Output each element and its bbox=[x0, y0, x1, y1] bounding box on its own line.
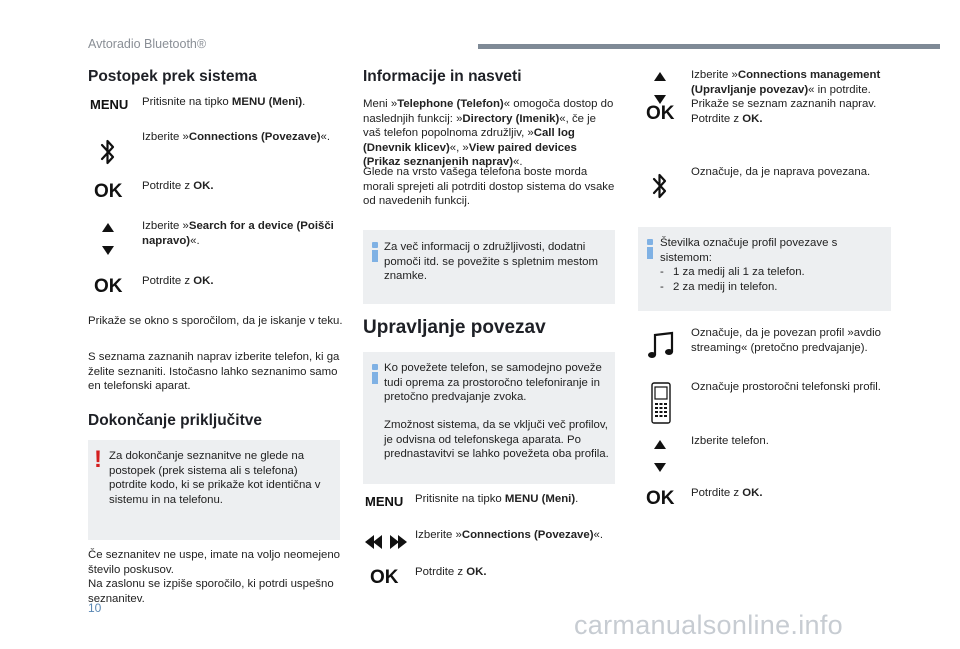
arrows-left-right-icon bbox=[364, 533, 408, 551]
middle-step-1-bold: MENU (Meni) bbox=[504, 493, 576, 505]
right-step-6-pre: Potrdite z bbox=[691, 487, 743, 499]
info-item-2-text: 2 za medij in telefon. bbox=[673, 280, 778, 293]
right-step-6-bold: OK. bbox=[742, 487, 763, 499]
intro-bold-4: View paired devices (Prikaz seznanjenih naprav) bbox=[363, 141, 577, 169]
menu-symbol: MENU bbox=[90, 97, 129, 112]
left-step-2-pre: Izberite » bbox=[142, 131, 189, 143]
arrows-up-down-icon bbox=[650, 438, 670, 474]
left-step-2-post: «. bbox=[320, 131, 331, 143]
left-para-4: Na zaslonu se izpiše sporočilo, ki potrdi uspešno seznanitev. bbox=[88, 578, 334, 605]
left-step-5-bold: OK. bbox=[193, 275, 214, 287]
middle-step-3-pre: Potrdite z bbox=[415, 566, 467, 578]
intro-pre: Meni » bbox=[363, 98, 398, 110]
middle-step-1-pre: Pritisnite na tipko bbox=[415, 493, 505, 505]
left-step-1-post: . bbox=[302, 96, 306, 108]
info-box-1-text: Za več informacij o združljivosti, dodatni pomoči itd. se povežite s spletnim mestom znamke. bbox=[384, 241, 598, 283]
info-icon bbox=[369, 364, 383, 384]
bluetooth-icon bbox=[652, 170, 668, 202]
intro-bold-1: Telephone (Telefon) bbox=[397, 98, 504, 110]
header-title: Avtoradio Bluetooth® bbox=[88, 37, 207, 51]
arrows-up-down-icon bbox=[98, 221, 118, 257]
page-number: 10 bbox=[88, 601, 102, 615]
music-note-icon bbox=[645, 330, 677, 360]
right-step-5: Izberite telefon. bbox=[691, 435, 769, 447]
intro-mid-1: « omogoča dostop do naslednjih funkcij: » bbox=[363, 98, 614, 125]
left-heading-2: Dokončanje priključitve bbox=[88, 412, 262, 429]
right-step-1-line2-bold: OK. bbox=[742, 112, 763, 125]
left-step-1-pre: Pritisnite na tipko bbox=[142, 96, 232, 108]
intro-mid-3: «, » bbox=[449, 141, 469, 154]
info-item-2 bbox=[660, 280, 886, 295]
info-item-1-text: 1 za medij ali 1 za telefon. bbox=[673, 266, 805, 279]
middle-intro bbox=[363, 97, 615, 170]
right-step-1-post: « in potrdite. Prikaže se seznam zaznanih naprav. bbox=[691, 83, 877, 111]
watermark: carmanualsonline.info bbox=[574, 610, 843, 640]
middle-heading: Informacije in nasveti bbox=[363, 68, 522, 85]
intro-mid-2: «, če je vaš telefon popolnoma združljiv, » bbox=[363, 112, 597, 140]
info-box-3-intro: Številka označuje profil povezave s sistemom: bbox=[660, 237, 838, 264]
dash: - bbox=[660, 266, 664, 279]
left-step-4-pre: Izberite » bbox=[142, 220, 189, 232]
menu-symbol: MENU bbox=[365, 494, 404, 509]
info-box-1 bbox=[363, 230, 615, 304]
right-step-2: Označuje, da je naprava povezana. bbox=[691, 166, 871, 178]
left-step-4 bbox=[142, 219, 342, 248]
info-box-2-text-a: Ko povežete telefon, se samodejno poveže tudi oprema za prostoročno telefoniranje in pretočno predvajanje zvoka. bbox=[384, 362, 602, 404]
left-step-2-bold: Connections (Povezave) bbox=[188, 131, 321, 143]
right-step-6 bbox=[691, 486, 891, 501]
info-icon bbox=[369, 242, 383, 262]
warning-icon: ! bbox=[94, 446, 102, 473]
right-step-1-line2-pre: Potrdite z bbox=[691, 112, 743, 125]
info-box-3 bbox=[638, 227, 891, 311]
info-box-2 bbox=[363, 352, 615, 484]
arrows-up-down-icon bbox=[650, 70, 670, 106]
middle-heading-2: Upravljanje povezav bbox=[363, 317, 546, 338]
middle-step-2-bold: Connections (Povezave) bbox=[461, 529, 594, 541]
info-box-2-text-b: Zmožnost sistema, da se vključi več profilov, je odvisna od telefonskega aparata. Po prednastavitvi se lahko povežeta oba profila. bbox=[384, 419, 609, 461]
phone-icon bbox=[650, 382, 672, 424]
right-step-4: Označuje prostoročni telefonski profil. bbox=[691, 381, 881, 393]
intro-end: «. bbox=[513, 156, 523, 169]
header-bar bbox=[478, 44, 940, 49]
left-step-3 bbox=[142, 179, 342, 194]
info-icon bbox=[644, 239, 658, 259]
warning-box bbox=[88, 440, 340, 540]
left-step-3-bold: OK. bbox=[193, 180, 214, 192]
right-step-1-pre: Izberite » bbox=[691, 69, 738, 81]
intro-bold-3: Call log (Dnevnik klicev) bbox=[363, 127, 575, 154]
left-heading: Postopek prek sistema bbox=[88, 68, 257, 85]
middle-step-3-bold: OK. bbox=[466, 566, 487, 578]
left-step-1-bold: MENU (Meni) bbox=[231, 96, 303, 108]
ok-symbol: OK bbox=[94, 276, 123, 297]
middle-step-2-post: «. bbox=[593, 529, 604, 541]
left-step-4-post: «. bbox=[190, 234, 200, 247]
ok-symbol: OK bbox=[646, 488, 675, 509]
dash: - bbox=[660, 280, 664, 293]
right-step-3: Označuje, da je povezan profil »avdio streaming« (pretočno predvajanje). bbox=[691, 327, 881, 354]
left-step-4-bold: Search for a device (Poišči napravo) bbox=[142, 220, 334, 247]
left-step-5-pre: Potrdite z bbox=[142, 275, 194, 287]
middle-step-1-post: . bbox=[575, 493, 579, 505]
middle-step-2-pre: Izberite » bbox=[415, 529, 462, 541]
ok-symbol: OK bbox=[646, 103, 675, 124]
left-step-2 bbox=[142, 130, 342, 145]
middle-step-3 bbox=[415, 565, 615, 580]
left-step-3-pre: Potrdite z bbox=[142, 180, 194, 192]
info-item-1 bbox=[660, 265, 886, 280]
right-step-1 bbox=[691, 68, 891, 126]
left-step-1 bbox=[142, 95, 342, 110]
info-box-3-text bbox=[660, 236, 886, 294]
intro-bold-2: Directory (Imenik) bbox=[462, 112, 560, 125]
warning-text: Za dokončanje seznanitve ne glede na postopek (prek sistema ali s telefona) potrdite kodo, ki se prikaže kot identična v sistemu in na telefonu. bbox=[109, 450, 321, 506]
ok-symbol: OK bbox=[370, 567, 399, 588]
middle-step-1 bbox=[415, 492, 615, 507]
middle-intro-2: Glede na vrsto vašega telefona boste morda morali sprejeti ali potrditi dostop sistema do vsake od navedenih funkcij. bbox=[363, 166, 615, 208]
ok-symbol: OK bbox=[94, 181, 123, 202]
left-step-5 bbox=[142, 274, 342, 289]
right-step-1-bold: Connections management (Upravljanje povezav) bbox=[691, 69, 881, 96]
left-para-1: Prikaže se okno s sporočilom, da je iskanje v teku. bbox=[88, 315, 343, 327]
middle-step-2 bbox=[415, 528, 615, 543]
left-para-3: Če seznanitev ne uspe, imate na voljo neomejeno število poskusov. bbox=[88, 549, 341, 576]
left-para-2: S seznama zaznanih naprav izberite telefon, ki ga želite seznaniti. Istočasno lahko seznanimo samo en telefonski aparat. bbox=[88, 351, 340, 393]
bluetooth-icon bbox=[100, 136, 116, 168]
